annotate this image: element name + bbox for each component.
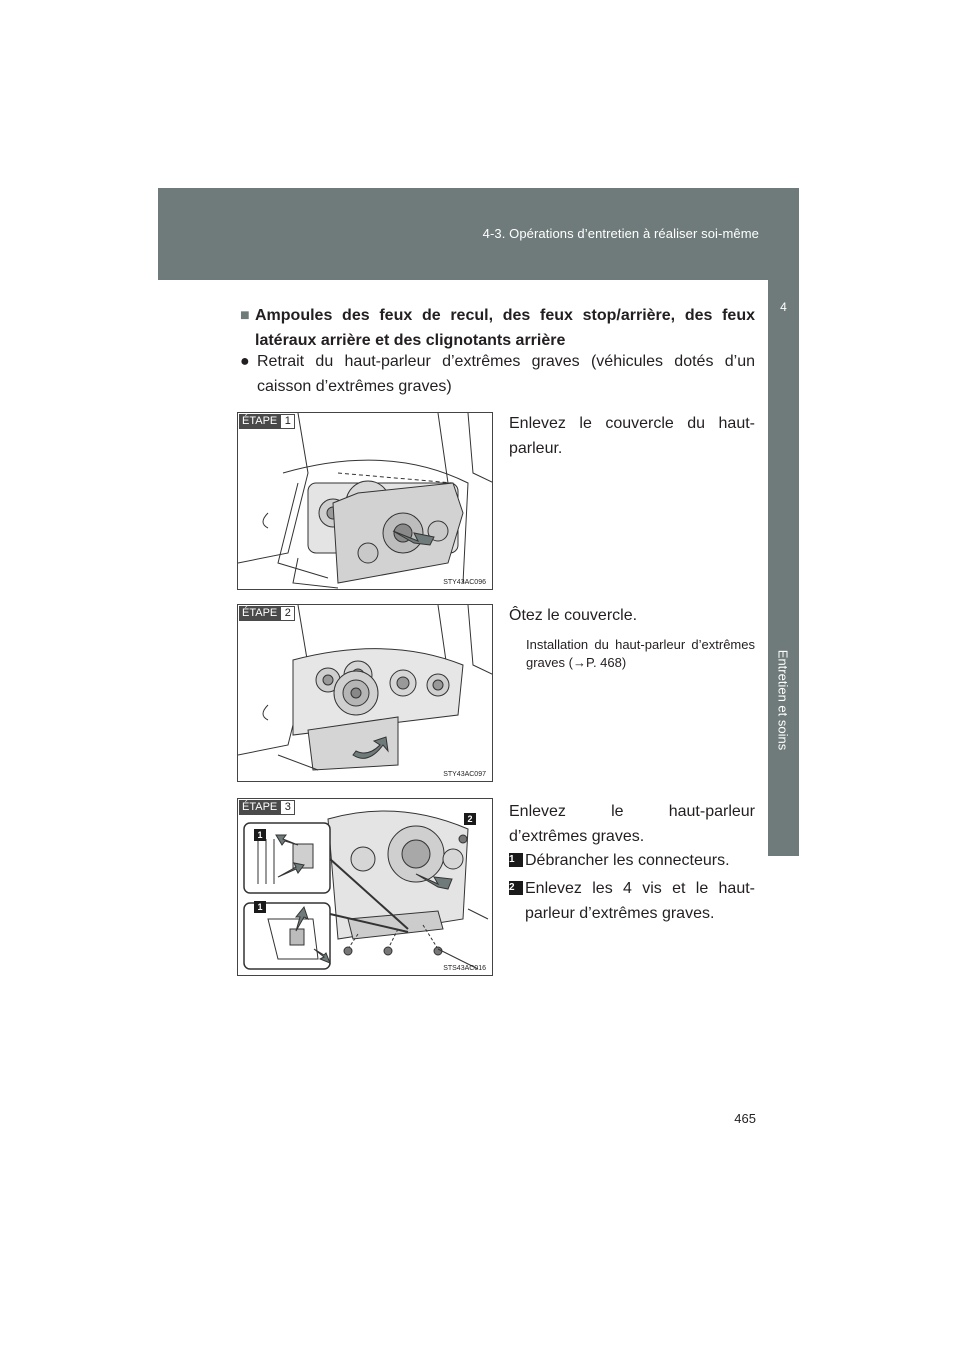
procedure-bullet [240, 349, 755, 399]
step-3-sub-item-1 [509, 848, 755, 873]
subsection-heading-text: Ampoules des feux de recul, des feux stop/arrière, des feux latéraux arrière et des clignotants arrière [255, 307, 755, 349]
step-2-illustration [237, 604, 493, 782]
step-badge-number: 1 [280, 414, 295, 429]
step-badge-number: 2 [280, 606, 295, 621]
step-badge-label: ÉTAPE [239, 606, 280, 621]
step-badge-label: ÉTAPE [239, 414, 280, 429]
step-2-note: Installation du haut-parleur d’extrêmes graves (→P. 468) [526, 637, 755, 670]
step-3-text: Enlevez le haut-parleur d’extrêmes graves. [509, 803, 755, 845]
square-bullet-icon: ■ [240, 307, 250, 324]
figure-code: STY43AC097 [443, 771, 486, 778]
sub-item-text: Enlevez les 4 vis et le haut-parleur d’extrêmes graves. [525, 880, 755, 922]
round-bullet-icon: ● [240, 353, 250, 370]
callout-1-lower: 1 [254, 901, 266, 913]
chapter-number: 4 [780, 300, 787, 314]
step-badge [239, 606, 295, 621]
subsection-heading [240, 303, 755, 353]
step-badge [239, 800, 295, 815]
step-badge-number: 3 [280, 800, 295, 815]
number-2-icon: 2 [509, 881, 523, 895]
step-3-sub-item-2 [509, 876, 755, 926]
cover-removed-drawing [238, 605, 493, 782]
figure-code: STY43AC096 [443, 579, 486, 586]
callout-2: 2 [464, 813, 476, 825]
procedure-bullet-text: Retrait du haut-parleur d’extrêmes graves (véhicules dotés d’un caisson d’extrêmes graves) [257, 353, 755, 395]
speaker-cover-removal-drawing [238, 413, 493, 590]
figure-code: STS43AC016 [443, 965, 486, 972]
section-header-band [158, 188, 799, 280]
step-1-text: Enlevez le couvercle du haut-parleur. [509, 415, 755, 457]
step-badge-label: ÉTAPE [239, 800, 280, 815]
section-title: 4-3. Opérations d’entretien à réaliser soi-même [482, 226, 759, 241]
callout-1-upper: 1 [254, 829, 266, 841]
subwoofer-removal-drawing [238, 799, 493, 976]
step-2-text: Ôtez le couvercle. [509, 607, 638, 624]
chapter-label: Entretien et soins [775, 649, 791, 751]
sub-item-text: Débrancher les connecteurs. [525, 852, 730, 869]
page-number: 465 [734, 1111, 756, 1126]
number-1-icon: 1 [509, 853, 523, 867]
step-1-illustration [237, 412, 493, 590]
step-3-illustration [237, 798, 493, 976]
chapter-tab [768, 280, 799, 856]
step-badge [239, 414, 295, 429]
